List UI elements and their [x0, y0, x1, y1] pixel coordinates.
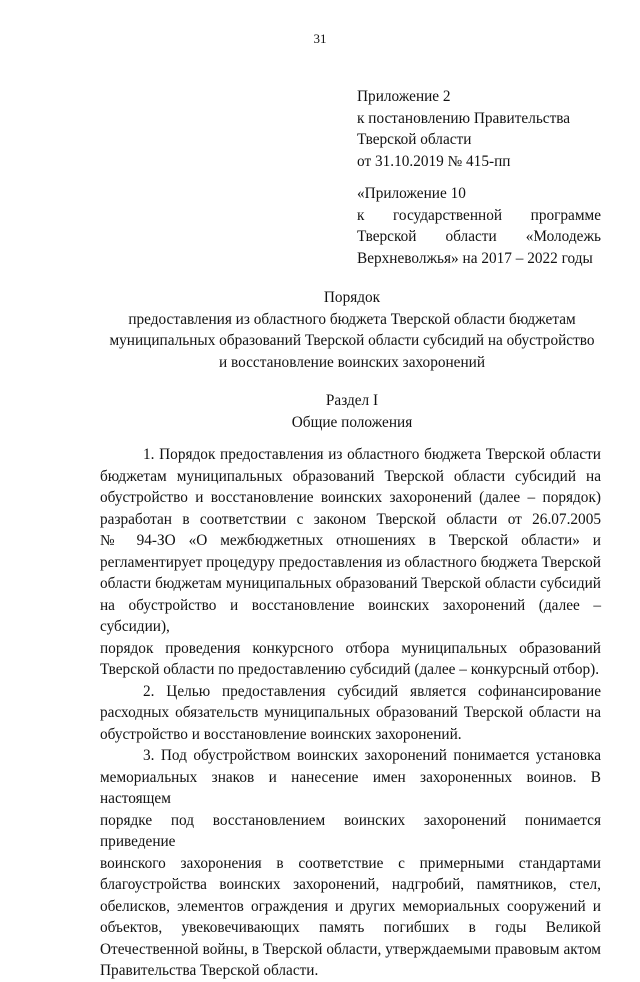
appendix-10-line: Тверской области «Молодежь [357, 228, 601, 245]
body-text [100, 444, 601, 982]
appendix-2-line: Приложение 2 [357, 88, 451, 105]
paragraph-line: объектов, увековечивающих память погибших в годы Великой [100, 919, 601, 936]
paragraph-2 [100, 681, 601, 746]
paragraph-line: бюджетам муниципальных образований Тверской области субсидий на [100, 467, 601, 485]
appendix-10-line: Верхневолжья» на 2017 – 2022 годы [357, 249, 593, 267]
document-title [92, 287, 612, 373]
paragraph-line: области бюджетам муниципальных образований Тверской области субсидий [100, 575, 601, 592]
title-line: и восстановление воинских захоронений [218, 353, 486, 371]
paragraph-line: на обустройство и восстановление воинских захоронений (далее – субсидии), [100, 596, 601, 635]
paragraph-line: мемориальных знаков и нанесение имен захороненных воинов. В настоящем [100, 768, 601, 807]
paragraph-line: воинского захоронения в соответствие с примерными стандартами [100, 854, 601, 872]
paragraph-line: порядке под восстановлением воинских захоронений понимается приведение [100, 811, 601, 850]
appendix-10-header [357, 183, 601, 269]
paragraph-1 [100, 444, 601, 681]
appendix-2-line: от 31.10.2019 № 415-пп [357, 152, 511, 170]
paragraph-line: благоустройства воинских захоронений, надгробий, памятников, стел, [100, 876, 601, 893]
paragraph-line: 1. Порядок предоставления из областного бюджета Тверской области [143, 446, 601, 463]
paragraph-line: обустройство и восстановление воинских захоронений (далее – порядок) [100, 489, 601, 506]
paragraph-line: обелисков, элементов ограждения и других мемориальных сооружений и [100, 897, 601, 915]
paragraph-line: Отечественной войны, в Тверской области, утверждаемыми правовым актом [100, 940, 601, 958]
paragraph-line: обустройство и восстановление воинских захоронений. [100, 725, 462, 743]
paragraph-line: 2. Целью предоставления субсидий является софинансирование [143, 682, 601, 700]
paragraph-line: разработан в соответствии с законом Тверской области от 26.07.2005 [100, 510, 601, 528]
section-number: Раздел I [325, 392, 379, 409]
section-heading [92, 390, 612, 433]
paragraph-3 [100, 745, 601, 982]
appendix-2-header [357, 86, 607, 172]
paragraph-line: порядок проведения конкурсного отбора муниципальных образований [100, 639, 601, 657]
paragraph-line: Тверской области по предоставлению субсидий (далее – конкурсный отбор). [100, 661, 600, 678]
paragraph-line: № 94-ЗО «О межбюджетных отношениях в Тверской области» и [100, 532, 601, 549]
appendix-10-line: к государственной программе [357, 206, 601, 224]
appendix-2-line: Тверской области [357, 131, 472, 148]
section-name: Общие положения [291, 413, 413, 431]
appendix-10-line: «Приложение 10 [357, 185, 466, 202]
page-number: 31 [313, 31, 327, 46]
title-heading: Порядок [323, 289, 381, 306]
title-line: муниципальных образований Тверской области субсидий на обустройство [109, 332, 595, 349]
paragraph-line: расходных обязательств муниципальных образований Тверской области на [100, 704, 601, 721]
title-line: предоставления из областного бюджета Тверской области бюджетам [128, 310, 576, 328]
appendix-2-line: к постановлению Правительства [357, 109, 571, 127]
paragraph-line: Правительства Тверской области. [100, 962, 319, 979]
paragraph-line: регламентирует процедуру предоставления из областного бюджета Тверской [100, 553, 601, 571]
paragraph-line: 3. Под обустройством воинских захоронений понимается установка [143, 747, 601, 764]
